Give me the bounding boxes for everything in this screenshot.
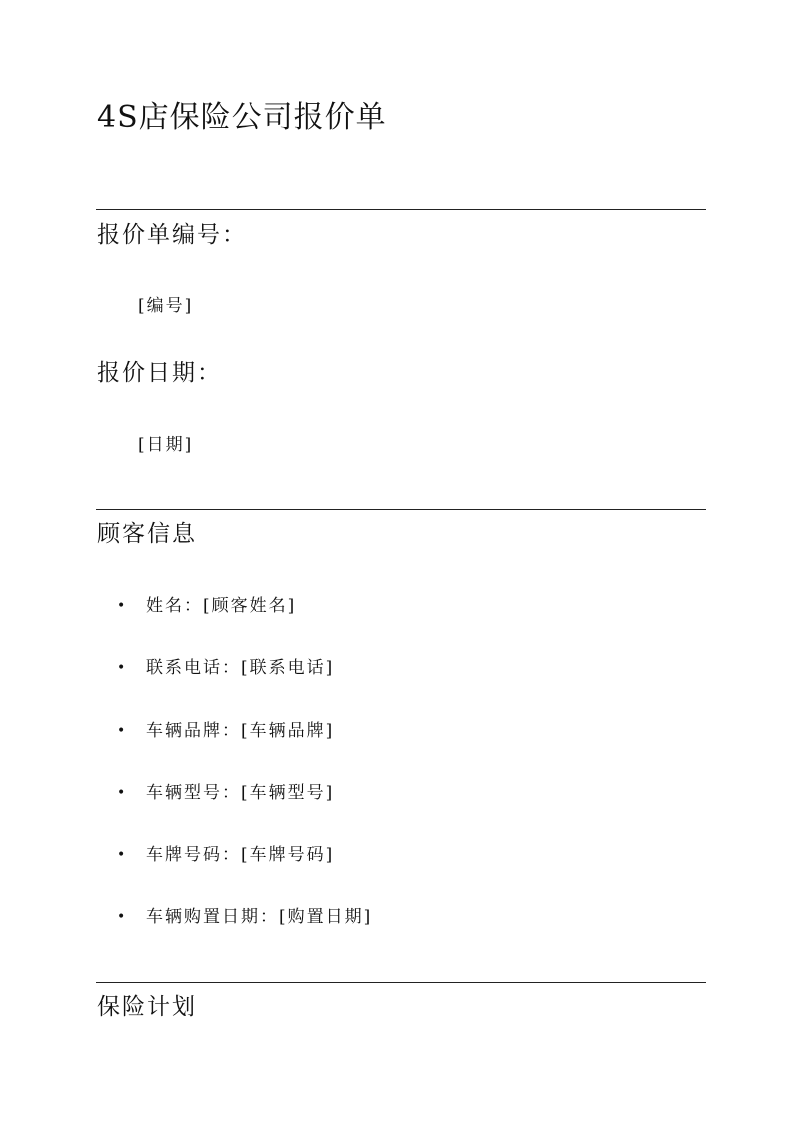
customer-name-label: 姓名： bbox=[146, 596, 203, 616]
bullet-icon: • bbox=[117, 723, 128, 739]
insurance-plan-heading: 保险计划 bbox=[97, 994, 197, 1020]
section-divider bbox=[96, 509, 706, 510]
customer-info-heading: 顾客信息 bbox=[97, 521, 197, 547]
vehicle-brand-label: 车辆品牌： bbox=[146, 721, 241, 741]
quote-number-heading: 报价单编号： bbox=[97, 222, 247, 248]
purchase-date-label: 车辆购置日期： bbox=[146, 907, 279, 927]
bullet-icon: • bbox=[117, 660, 128, 676]
list-item bbox=[117, 904, 372, 930]
vehicle-model-value: [车辆型号] bbox=[241, 783, 335, 803]
quote-number-value: [编号] bbox=[138, 296, 194, 316]
bullet-icon: • bbox=[117, 785, 128, 801]
list-item bbox=[117, 842, 334, 868]
list-item bbox=[117, 718, 334, 744]
section-divider bbox=[96, 982, 706, 983]
vehicle-model-label: 车辆型号： bbox=[146, 783, 241, 803]
document-title: 4S店保险公司报价单 bbox=[97, 100, 387, 135]
quote-date-heading: 报价日期： bbox=[97, 360, 222, 386]
customer-name-value: [顾客姓名] bbox=[203, 596, 297, 616]
quote-date-value: [日期] bbox=[138, 435, 194, 455]
list-item bbox=[117, 780, 334, 806]
bullet-icon: • bbox=[117, 847, 128, 863]
list-item bbox=[117, 655, 334, 681]
phone-value: [联系电话] bbox=[241, 658, 335, 678]
phone-label: 联系电话： bbox=[146, 658, 241, 678]
plate-number-label: 车牌号码： bbox=[146, 845, 241, 865]
vehicle-brand-value: [车辆品牌] bbox=[241, 721, 335, 741]
list-item bbox=[117, 593, 296, 619]
bullet-icon: • bbox=[117, 598, 128, 614]
section-divider bbox=[96, 209, 706, 210]
bullet-icon: • bbox=[117, 909, 128, 925]
plate-number-value: [车牌号码] bbox=[241, 845, 335, 865]
purchase-date-value: [购置日期] bbox=[279, 907, 373, 927]
